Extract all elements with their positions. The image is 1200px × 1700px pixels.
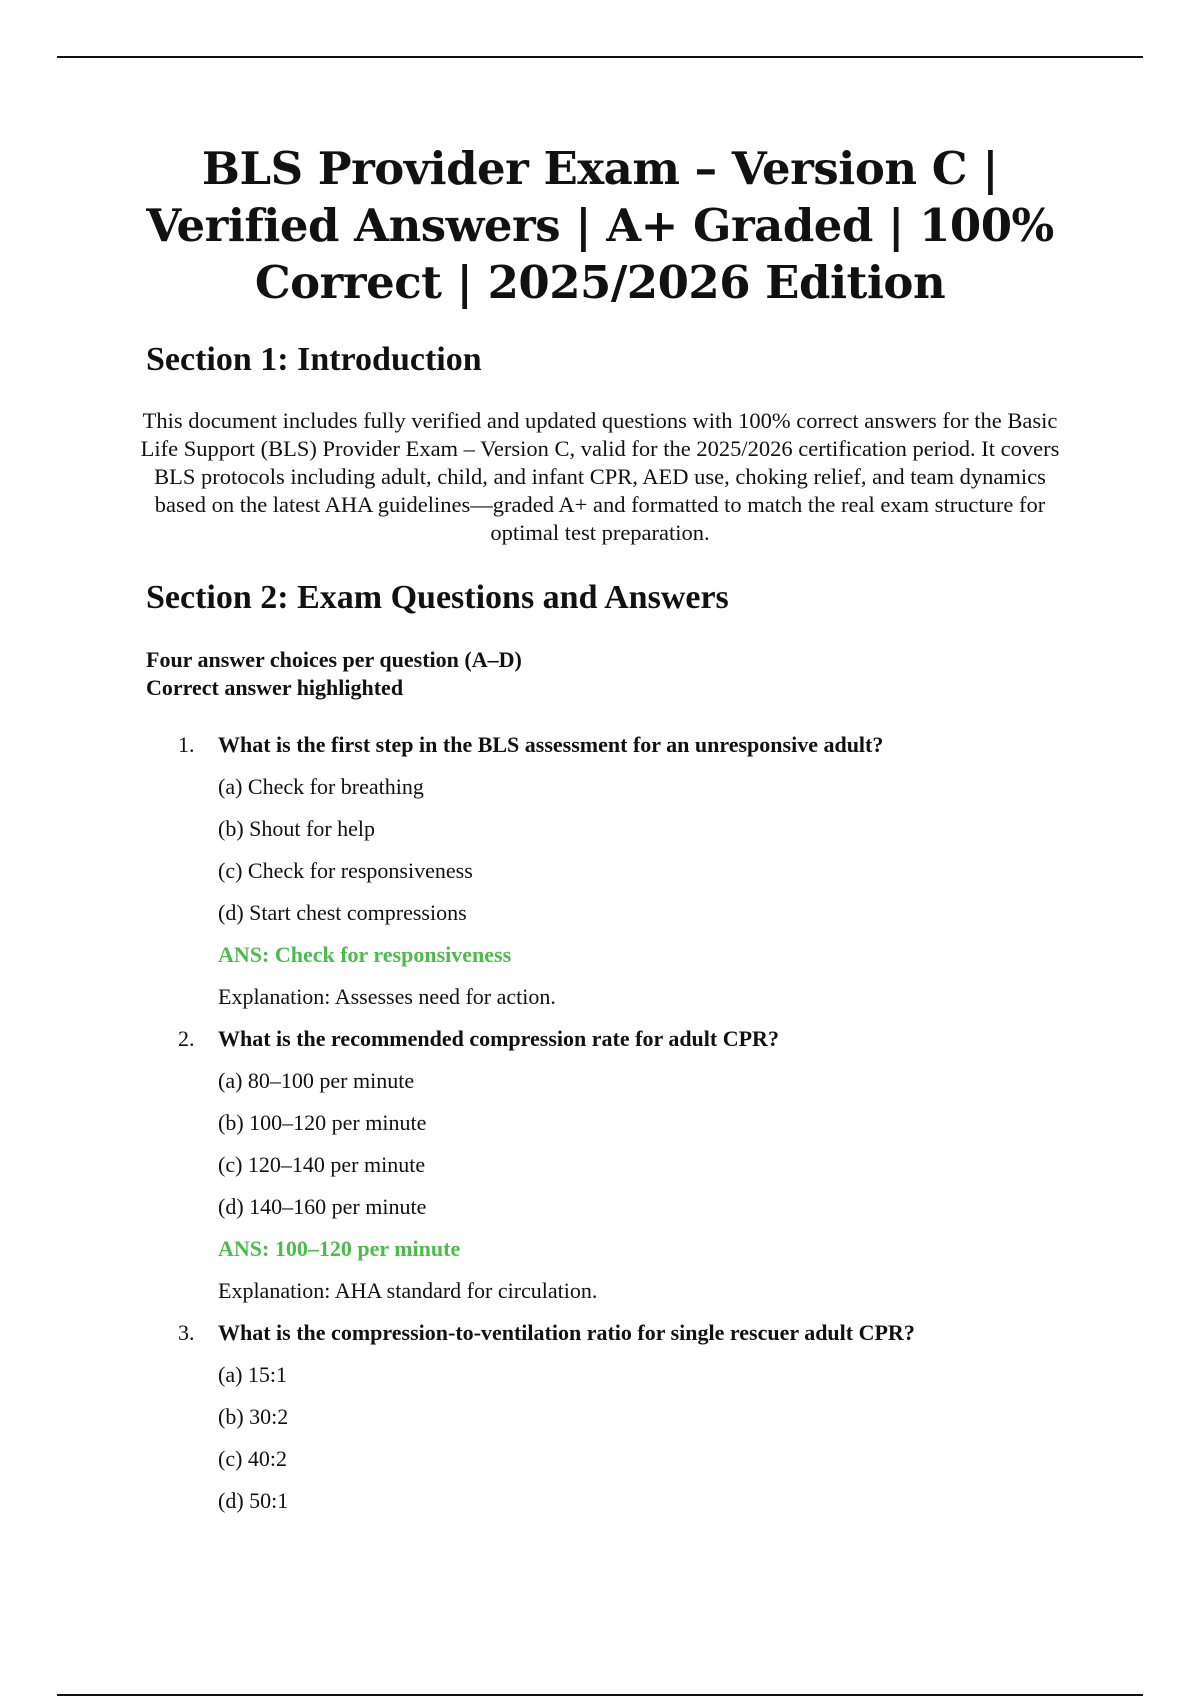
top-rule [57,56,1143,58]
answer-option: (a) 80–100 per minute [218,1068,415,1093]
answer-option: (c) 120–140 per minute [218,1152,426,1177]
question-number: 3. [178,1320,195,1345]
answer-option: (a) Check for breathing [218,774,424,799]
answer-option: (d) Start chest compressions [218,900,467,925]
answer-option: (a) 15:1 [218,1362,288,1387]
answer-explanation: Explanation: AHA standard for circulation. [218,1278,598,1303]
exam-notes [146,646,522,702]
question-list [0,728,1200,1526]
answer-option: (b) Shout for help [218,816,376,841]
section-1-heading: Section 1: Introduction [146,341,482,378]
answer-option: (c) 40:2 [218,1446,288,1471]
question-item [0,1022,1200,1316]
question-text: What is the compression-to-ventilation ratio for single rescuer adult CPR? [218,1320,915,1345]
question-header [0,1022,1200,1064]
question-header [0,1316,1200,1358]
question-header [0,728,1200,770]
answer-option: (b) 30:2 [218,1404,289,1429]
note-correct-highlighted: Correct answer highlighted [146,675,404,700]
question-item [0,728,1200,1022]
question-number: 2. [178,1026,195,1051]
note-answer-choices: Four answer choices per question (A–D) [146,647,522,672]
answer-explanation: Explanation: Assesses need for action. [218,984,556,1009]
question-item [0,1316,1200,1526]
answer-option: (d) 140–160 per minute [218,1194,427,1219]
question-text: What is the first step in the BLS assessment for an unresponsive adult? [218,732,884,757]
answer-option: (b) 100–120 per minute [218,1110,427,1135]
document-title: BLS Provider Exam – Version C | Verified Answers | A+ Graded | 100% Correct | 2025/2026 Edition [146,142,1054,309]
question-number: 1. [178,732,195,757]
section-2-heading: Section 2: Exam Questions and Answers [146,579,729,616]
correct-answer: ANS: Check for responsiveness [218,942,512,967]
correct-answer: ANS: 100–120 per minute [218,1236,461,1261]
intro-paragraph: This document includes fully verified and updated questions with 100% correct answers for the Basic Life Support (BLS) Provider Exam – Version C, valid for the 2025/2026 certification period. It covers BLS protocols including adult, child, and infant CPR, AED use, choking relief, and team dynamics based on the latest AHA guidelines—graded A+ and formatted to match the real exam structure for optimal test preparation. [140,408,1060,545]
answer-option: (d) 50:1 [218,1488,289,1513]
bottom-rule [57,1694,1143,1696]
question-text: What is the recommended compression rate for adult CPR? [218,1026,779,1051]
answer-option: (c) Check for responsiveness [218,858,473,883]
